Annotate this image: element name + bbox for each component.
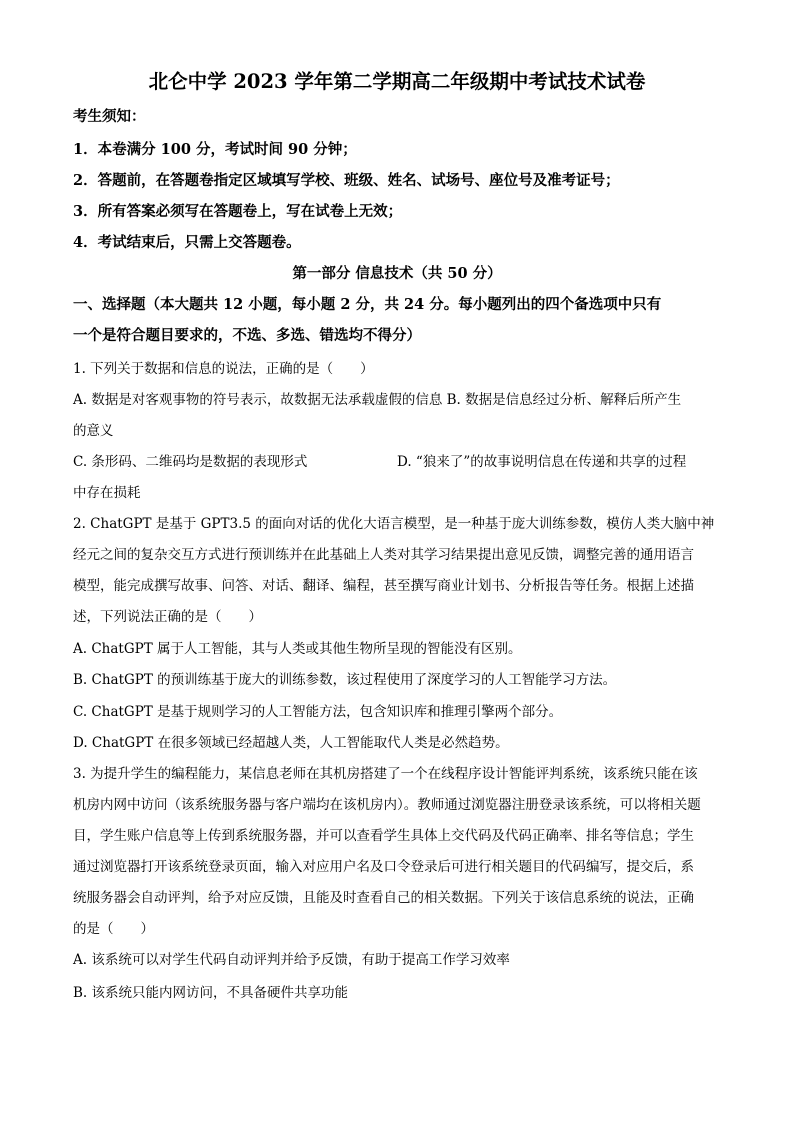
q3-stem-line3: 目，学生账户信息等上传到系统服务器，并可以查看学生具体上交代码及代码正确率、排名等信息；学生 bbox=[73, 828, 694, 844]
q2-option-c: C. ChatGPT 是基于规则学习的人工智能方法，包含知识库和推理引擎两个部分。 bbox=[73, 704, 563, 720]
q3-option-a: A. 该系统可以对学生代码自动评判并给予反馈，有助于提高工作学习效率 bbox=[73, 952, 510, 968]
q2-option-d: D. ChatGPT 在很多领域已经超越人类，人工智能取代人类是必然趋势。 bbox=[73, 735, 509, 751]
q3-option-b: B. 该系统只能内网访问，不具备硬件共享功能 bbox=[73, 985, 349, 1001]
section-heading-line2: 一个是符合题目要求的，不选、多选、错选均不得分） bbox=[73, 327, 421, 344]
q1-option-b-cont: 的意义 bbox=[73, 423, 114, 439]
q3-stem-line5: 统服务器会自动评判，给予对应反馈，且能及时查看自己的相关数据。下列关于该信息系统的说法，正确 bbox=[73, 890, 694, 906]
q2-stem-line4: 述，下列说法正确的是（ ） bbox=[73, 609, 262, 625]
q2-stem-line3: 模型，能完成撰写故事、问答、对话、翻译、编程，甚至撰写商业计划书、分析报告等任务。根据上述描 bbox=[73, 578, 694, 594]
notice-heading: 考生须知： bbox=[73, 108, 146, 125]
q2-stem-line1: 2. ChatGPT 是基于 GPT3.5 的面向对话的优化大语言模型，是一种基于庞大训练参数，模仿人类大脑中神 bbox=[73, 516, 715, 532]
q1-option-c: C. 条形码、二维码均是数据的表现形式 bbox=[73, 454, 308, 470]
q2-stem-line2: 经元之间的复杂交互方式进行预训练并在此基础上人类对其学习结果提出意见反馈，调整完善的通用语言 bbox=[73, 547, 694, 563]
q1-option-ab: A. 数据是对客观事物的符号表示，故数据无法承载虚假的信息 B. 数据是信息经过分析、解释后所产生 bbox=[73, 392, 682, 408]
q1-option-d: D. “狼来了”的故事说明信息在传递和共享的过程 bbox=[397, 454, 687, 470]
q1-stem: 1. 下列关于数据和信息的说法，正确的是（ ） bbox=[73, 361, 374, 377]
q1-option-d-cont: 中存在损耗 bbox=[73, 485, 141, 501]
part-heading: 第一部分 信息技术（共 50 分） bbox=[292, 265, 502, 282]
q3-stem-line6: 的是（ ） bbox=[73, 921, 154, 937]
exam-title: 北仑中学 2023 学年第二学期高二年级期中考试技术试卷 bbox=[148, 70, 646, 93]
section-heading-line1: 一、选择题（本大题共 12 小题，每小题 2 分，共 24 分。每小题列出的四个备选项中只有 bbox=[73, 296, 662, 313]
notice-item-3: 3．所有答案必须写在答题卷上，写在试卷上无效； bbox=[73, 203, 403, 220]
q2-option-b: B. ChatGPT 的预训练基于庞大的训练参数，该过程使用了深度学习的人工智能学习方法。 bbox=[73, 672, 617, 688]
q3-stem-line2: 机房内网中访问（该系统服务器与客户端均在该机房内）。教师通过浏览器注册登录该系统，可以将相关题 bbox=[73, 797, 701, 813]
q3-stem-line1: 3. 为提升学生的编程能力，某信息老师在其机房搭建了一个在线程序设计智能评判系统，该系统只能在该 bbox=[73, 766, 698, 782]
notice-item-1: 1．本卷满分 100 分，考试时间 90 分钟； bbox=[73, 141, 357, 158]
q2-option-a: A. ChatGPT 属于人工智能，其与人类或其他生物所呈现的智能没有区别。 bbox=[73, 641, 522, 657]
q3-stem-line4: 通过浏览器打开该系统登录页面，输入对应用户名及口令登录后可进行相关题目的代码编写，提交后，系 bbox=[73, 859, 694, 875]
notice-item-4: 4．考试结束后，只需上交答题卷。 bbox=[73, 234, 301, 251]
notice-item-2: 2．答题前，在答题卷指定区域填写学校、班级、姓名、试场号、座位号及准考证号； bbox=[73, 172, 620, 189]
